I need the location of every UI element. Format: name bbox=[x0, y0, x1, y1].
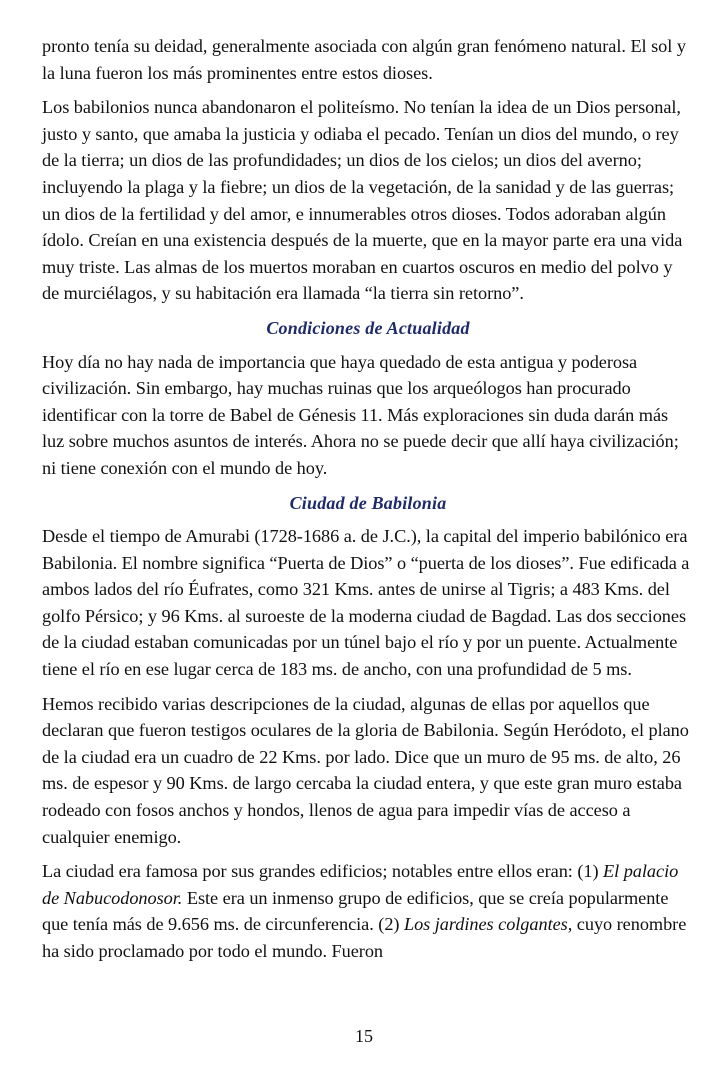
paragraph-famous-buildings bbox=[42, 858, 694, 964]
section-heading-condiciones: Condiciones de Actualidad bbox=[266, 317, 470, 338]
paragraph-polytheism: Los babilonios nunca abandonaron el politeísmo. No tenían la idea de un Dios personal, justo y santo, que amaba la justicia y odiaba el pecado. Tenían un dios del mundo, o rey de la tierra; un dios de las profundidades; un dios de los cielos; un dios del averno; incluyendo la plaga y la fiebre; un dios de la vegetación, de la sanidad y de las guerras; un dios de la fertilidad y del amor, e innumerables otros dioses. Todos adoraban algún ídolo. Creían en una existencia después de la muerte, que en la mayor parte era una vida muy triste. Las almas de los muertos moraban en cuartos oscuros en medio del polvo y de murciélagos, y su habitación era llamada “la tierra sin retorno”. bbox=[42, 97, 683, 304]
section-heading-ciudad: Ciudad de Babilonia bbox=[289, 492, 447, 513]
paragraph-deities: pronto tenía su deidad, generalmente asociada con algún gran fenómeno natural. El sol y la luna fueron los más prominentes entre estos dioses. bbox=[42, 36, 686, 83]
paragraph-babylon-capital: Desde el tiempo de Amurabi (1728-1686 a. de J.C.), la capital del imperio babilónico era Babilonia. El nombre significa “Puerta de Dios” o “puerta de los dioses”. Fue edificada a ambos lados del río Éufrates, como 321 Kms. antes de unirse al Tigris; a 483 Kms. del golfo Pérsico; y 96 Kms. al suroeste de la moderna ciudad de Bagdad. Las dos secciones de la ciudad estaban comunicadas por un túnel bajo el río y por un puente. Actualmente tiene el río en ese lugar cerca de 183 ms. de ancho, con una profundidad de 5 ms. bbox=[42, 526, 690, 680]
text-segment: cuyo renombre ha sido proclamado por todo el mundo. Fueron bbox=[42, 914, 687, 961]
italic-text-palacio: El palacio de Nabucodonosor. bbox=[42, 861, 679, 908]
paragraph-current-conditions: Hoy día no hay nada de importancia que haya quedado de esta antigua y poderosa civilización. Sin embargo, hay muchas ruinas que los arqueólogos han procurado identificar con la torre de Babel de Génesis 11. Más exploraciones sin duda darán más luz sobre muchos asuntos de interés. Ahora no se puede decir que allí haya civilización; ni tiene conexión con el mundo de hoy. bbox=[42, 351, 679, 478]
italic-text-jardines: Los jardines colgantes, bbox=[403, 914, 573, 935]
page-number: 15 bbox=[355, 1026, 373, 1046]
text-segment: La ciudad era famosa por sus grandes edificios; notables entre ellos eran: (1) bbox=[42, 861, 604, 882]
document-page bbox=[42, 33, 694, 973]
paragraph-city-descriptions: Hemos recibido varias descripciones de la ciudad, algunas de ellas por aquellos que declaran que fueron testigos oculares de la gloria de Babilonia. Según Heródoto, el plano de la ciudad era un cuadro de 22 Kms. por lado. Dice que un muro de 95 ms. de alto, 26 ms. de espesor y 90 Kms. de largo cercaba la ciudad entera, y que este gran muro estaba rodeado con fosos anchos y hondos, llenos de agua para impedir vías de acceso a cualquier enemigo. bbox=[42, 693, 689, 847]
text-segment: Este era un inmenso grupo de edificios, que se creía popularmente que tenía más de 9.656 ms. de circunferencia. (2) bbox=[42, 887, 669, 935]
